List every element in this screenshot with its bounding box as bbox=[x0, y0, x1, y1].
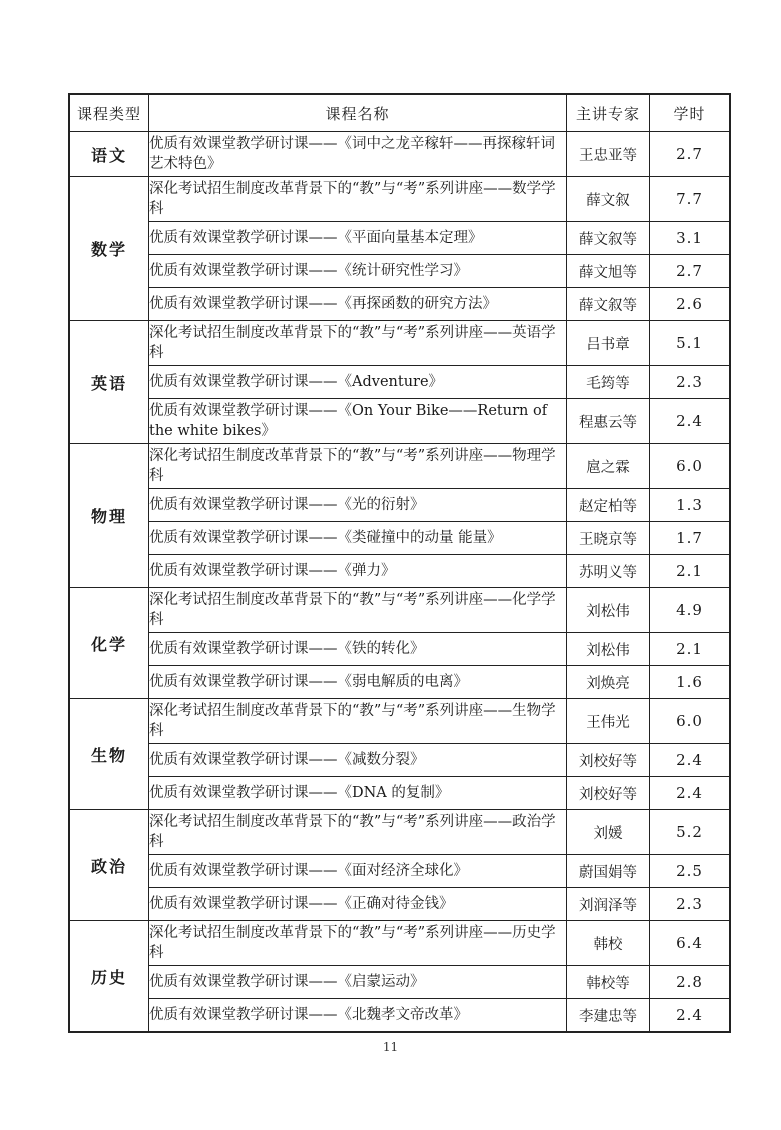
course-name-cell: 优质有效课堂教学研讨课——《Adventure》 bbox=[149, 366, 567, 399]
course-name-cell: 优质有效课堂教学研讨课——《北魏孝文帝改革》 bbox=[149, 999, 567, 1032]
hours-cell: 2.4 bbox=[650, 744, 730, 777]
expert-cell: 程惠云等 bbox=[567, 399, 650, 444]
table-row bbox=[70, 777, 730, 810]
expert-cell: 蔚国娟等 bbox=[567, 855, 650, 888]
header-expert: 主讲专家 bbox=[567, 95, 650, 132]
course-name-cell: 优质有效课堂教学研讨课——《词中之龙辛稼轩——再探稼轩词艺术特色》 bbox=[149, 132, 567, 177]
table-body bbox=[70, 132, 730, 1032]
hours-cell: 2.7 bbox=[650, 255, 730, 288]
hours-cell: 2.5 bbox=[650, 855, 730, 888]
table-row bbox=[70, 132, 730, 177]
course-name-cell: 优质有效课堂教学研讨课——《光的衍射》 bbox=[149, 489, 567, 522]
table-row bbox=[70, 666, 730, 699]
expert-cell: 刘焕亮 bbox=[567, 666, 650, 699]
expert-cell: 刘校好等 bbox=[567, 744, 650, 777]
expert-cell: 薛文叙等 bbox=[567, 222, 650, 255]
expert-cell: 吕书章 bbox=[567, 321, 650, 366]
table-row bbox=[70, 366, 730, 399]
table-row bbox=[70, 255, 730, 288]
expert-cell: 刘润泽等 bbox=[567, 888, 650, 921]
course-type-cell: 政治 bbox=[70, 810, 149, 921]
hours-cell: 2.3 bbox=[650, 366, 730, 399]
course-name-cell: 深化考试招生制度改革背景下的“教”与“考”系列讲座——化学学科 bbox=[149, 588, 567, 633]
table-row bbox=[70, 444, 730, 489]
table-row bbox=[70, 489, 730, 522]
course-type-cell: 物理 bbox=[70, 444, 149, 588]
table-row bbox=[70, 744, 730, 777]
expert-cell: 薛文叙 bbox=[567, 177, 650, 222]
header-hours: 学时 bbox=[650, 95, 730, 132]
course-name-cell: 优质有效课堂教学研讨课——《弹力》 bbox=[149, 555, 567, 588]
course-name-cell: 优质有效课堂教学研讨课——《On Your Bike——Return of the white bikes》 bbox=[149, 399, 567, 444]
table-row bbox=[70, 399, 730, 444]
hours-cell: 2.1 bbox=[650, 555, 730, 588]
course-type-cell: 数学 bbox=[70, 177, 149, 321]
table-row bbox=[70, 699, 730, 744]
expert-cell: 刘松伟 bbox=[567, 588, 650, 633]
table-row bbox=[70, 999, 730, 1032]
course-name-cell: 优质有效课堂教学研讨课——《正确对待金钱》 bbox=[149, 888, 567, 921]
course-type-cell: 英语 bbox=[70, 321, 149, 444]
course-name-cell: 优质有效课堂教学研讨课——《再探函数的研究方法》 bbox=[149, 288, 567, 321]
hours-cell: 2.8 bbox=[650, 966, 730, 999]
hours-cell: 2.3 bbox=[650, 888, 730, 921]
page-number: 11 bbox=[382, 1040, 399, 1054]
hours-cell: 1.3 bbox=[650, 489, 730, 522]
hours-cell: 2.4 bbox=[650, 999, 730, 1032]
expert-cell: 赵定柏等 bbox=[567, 489, 650, 522]
course-name-cell: 深化考试招生制度改革背景下的“教”与“考”系列讲座——生物学科 bbox=[149, 699, 567, 744]
expert-cell: 王忠亚等 bbox=[567, 132, 650, 177]
hours-cell: 7.7 bbox=[650, 177, 730, 222]
table-row bbox=[70, 588, 730, 633]
hours-cell: 1.7 bbox=[650, 522, 730, 555]
course-name-cell: 优质有效课堂教学研讨课——《弱电解质的电离》 bbox=[149, 666, 567, 699]
expert-cell: 刘媛 bbox=[567, 810, 650, 855]
table-row bbox=[70, 855, 730, 888]
hours-cell: 6.4 bbox=[650, 921, 730, 966]
expert-cell: 刘校好等 bbox=[567, 777, 650, 810]
hours-cell: 2.4 bbox=[650, 777, 730, 810]
header-course-type: 课程类型 bbox=[70, 95, 149, 132]
course-name-cell: 优质有效课堂教学研讨课——《平面向量基本定理》 bbox=[149, 222, 567, 255]
course-name-cell: 深化考试招生制度改革背景下的“教”与“考”系列讲座——历史学科 bbox=[149, 921, 567, 966]
table-header-row bbox=[70, 95, 730, 132]
table-row bbox=[70, 321, 730, 366]
course-name-cell: 优质有效课堂教学研讨课——《减数分裂》 bbox=[149, 744, 567, 777]
expert-cell: 薛文旭等 bbox=[567, 255, 650, 288]
expert-cell: 韩校 bbox=[567, 921, 650, 966]
course-name-cell: 优质有效课堂教学研讨课——《类碰撞中的动量 能量》 bbox=[149, 522, 567, 555]
expert-cell: 王伟光 bbox=[567, 699, 650, 744]
table-row bbox=[70, 522, 730, 555]
hours-cell: 6.0 bbox=[650, 444, 730, 489]
course-name-cell: 深化考试招生制度改革背景下的“教”与“考”系列讲座——英语学科 bbox=[149, 321, 567, 366]
hours-cell: 2.1 bbox=[650, 633, 730, 666]
course-name-cell: 优质有效课堂教学研讨课——《铁的转化》 bbox=[149, 633, 567, 666]
table-row bbox=[70, 810, 730, 855]
header-course-name: 课程名称 bbox=[149, 95, 567, 132]
course-table bbox=[69, 94, 730, 1032]
expert-cell: 扈之霖 bbox=[567, 444, 650, 489]
course-name-cell: 深化考试招生制度改革背景下的“教”与“考”系列讲座——政治学科 bbox=[149, 810, 567, 855]
course-type-cell: 语文 bbox=[70, 132, 149, 177]
hours-cell: 2.6 bbox=[650, 288, 730, 321]
table-row bbox=[70, 921, 730, 966]
course-name-cell: 优质有效课堂教学研讨课——《统计研究性学习》 bbox=[149, 255, 567, 288]
table-row bbox=[70, 633, 730, 666]
table-row bbox=[70, 888, 730, 921]
course-name-cell: 深化考试招生制度改革背景下的“教”与“考”系列讲座——数学学科 bbox=[149, 177, 567, 222]
hours-cell: 2.7 bbox=[650, 132, 730, 177]
expert-cell: 毛筠等 bbox=[567, 366, 650, 399]
hours-cell: 3.1 bbox=[650, 222, 730, 255]
course-type-cell: 化学 bbox=[70, 588, 149, 699]
hours-cell: 2.4 bbox=[650, 399, 730, 444]
hours-cell: 1.6 bbox=[650, 666, 730, 699]
expert-cell: 王晓京等 bbox=[567, 522, 650, 555]
hours-cell: 5.1 bbox=[650, 321, 730, 366]
table-row bbox=[70, 555, 730, 588]
expert-cell: 薛文叙等 bbox=[567, 288, 650, 321]
expert-cell: 李建忠等 bbox=[567, 999, 650, 1032]
table-row bbox=[70, 222, 730, 255]
expert-cell: 苏明义等 bbox=[567, 555, 650, 588]
hours-cell: 6.0 bbox=[650, 699, 730, 744]
expert-cell: 刘松伟 bbox=[567, 633, 650, 666]
course-name-cell: 深化考试招生制度改革背景下的“教”与“考”系列讲座——物理学科 bbox=[149, 444, 567, 489]
course-type-cell: 历史 bbox=[70, 921, 149, 1032]
course-name-cell: 优质有效课堂教学研讨课——《DNA 的复制》 bbox=[149, 777, 567, 810]
table-row bbox=[70, 966, 730, 999]
course-name-cell: 优质有效课堂教学研讨课——《启蒙运动》 bbox=[149, 966, 567, 999]
table-row bbox=[70, 177, 730, 222]
course-name-cell: 优质有效课堂教学研讨课——《面对经济全球化》 bbox=[149, 855, 567, 888]
expert-cell: 韩校等 bbox=[567, 966, 650, 999]
hours-cell: 4.9 bbox=[650, 588, 730, 633]
course-type-cell: 生物 bbox=[70, 699, 149, 810]
hours-cell: 5.2 bbox=[650, 810, 730, 855]
table-row bbox=[70, 288, 730, 321]
